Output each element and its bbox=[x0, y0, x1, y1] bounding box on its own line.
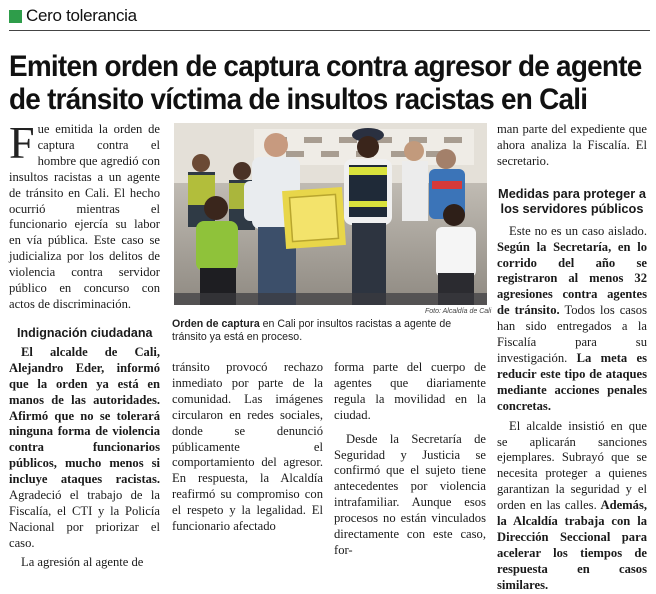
body-text: El alcalde insistió en que se aplicarán sanciones ejemplares. Subrayó que se necesita proteger a quienes garantizan la seguridad y el orden en las calles. bbox=[497, 418, 647, 513]
top-divider bbox=[9, 30, 650, 31]
body-text: Este no es un caso aislado. bbox=[509, 223, 647, 238]
paragraph: forma parte del cuerpo de agentes que diariamente regula la movilidad en la ciudad. bbox=[334, 360, 486, 422]
paragraph: La agresión al agente de bbox=[21, 554, 144, 569]
bold-text: La meta es reducir este tipo de ataques mediante acciones penales concretas. bbox=[497, 350, 647, 413]
body-text: Todos los casos han sido entregados a la Fiscalía para su investigación. bbox=[497, 303, 647, 365]
dropcap: F bbox=[9, 117, 35, 168]
section-marker-icon bbox=[9, 10, 22, 23]
column-4 bbox=[497, 122, 647, 594]
caption-bold: Orden de captura bbox=[172, 318, 260, 330]
paragraph bbox=[9, 345, 160, 552]
bold-text: Además, la Alcaldía trabaja con la Dirección Seccional para acelerar los tiempos de respuesta en casos similares. bbox=[497, 498, 647, 592]
paragraph: tránsito provocó rechazo inmediato por parte de la comunidad. Las imágenes circularon en redes sociales, donde se denunció públicamente el comportamiento del agresor. En respuesta, la Alcaldía reafirmó su compromiso con el respeto y la legalidad. El funcionario afectado bbox=[172, 360, 323, 534]
photo-caption bbox=[172, 318, 488, 344]
paragraph: Desde la Secretaría de Seguridad y Justicia se confirmó que el sujeto tiene antecedentes por violencia intrafamiliar. Aunque esos procesos no están vinculados directamente con este caso, for- bbox=[334, 431, 486, 557]
section-tag bbox=[9, 6, 137, 26]
bold-text: El alcalde de Cali, Alejandro Eder, informó que la orden ya está en manos de las autoridades. Afirmó que no se tolerará ninguna forma de violencia contra funcionarios públicos, mucho menos si incluye ataques racistas. bbox=[9, 344, 160, 487]
photo-credit: Foto: Alcaldía de Cali bbox=[425, 308, 492, 315]
column-1 bbox=[9, 117, 160, 571]
subhead-medidas: Medidas para proteger a los servidores públicos bbox=[498, 185, 646, 216]
paragraph bbox=[497, 224, 647, 415]
column-2 bbox=[172, 360, 323, 535]
subhead-indignacion: Indignación ciudadana bbox=[17, 325, 153, 340]
section-label: Cero tolerancia bbox=[26, 6, 137, 25]
column-3 bbox=[334, 360, 486, 559]
headline bbox=[9, 50, 642, 116]
body-text: Agradeció el trabajo de la Fiscalía, el CTI y la Policía Nacional por priorizar el caso. bbox=[9, 488, 160, 550]
caption-text: en Cali por insultos racistas a agente de tránsito ya está en proceso. bbox=[172, 318, 452, 343]
lead-paragraph bbox=[9, 117, 160, 313]
lead-text: ue emitida la orden de captura contra el hombre que agredió con insultos racistas a un agente de tránsito en Cali. El hecho ocurrió mientras el funcionario ejercía su labor en vía pública. Este caso se judicializa por los delitos de violencia contra servidor público en concurso con actos de discriminación. bbox=[9, 122, 160, 311]
photo-illustration bbox=[174, 123, 487, 305]
news-photo bbox=[174, 123, 487, 305]
headline-line-2: de tránsito víctima de insultos racistas en Cali bbox=[9, 83, 588, 116]
headline-line-1: Emiten orden de captura contra agresor de agente bbox=[9, 50, 642, 83]
paragraph bbox=[497, 419, 647, 594]
bold-text: Según la Secretaría, en lo corrido del año se registraron al menos 32 agresiones contra agentes de tránsito. bbox=[497, 239, 647, 318]
paragraph: man parte del expediente que ahora analiza la Fiscalía. El secretario. bbox=[497, 122, 647, 168]
